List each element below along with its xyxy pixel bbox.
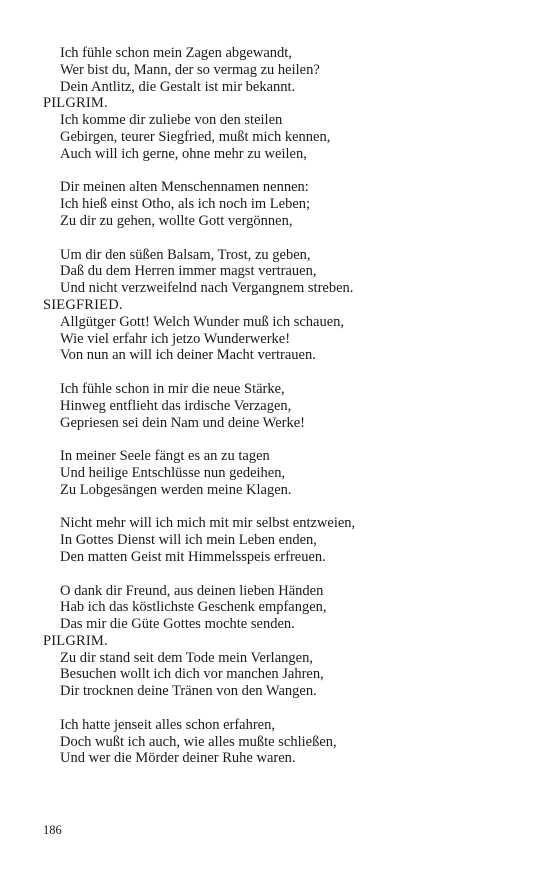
stanza-break: [0, 700, 550, 717]
verse-line: Und heilige Entschlüsse nun gedeihen,: [60, 464, 286, 481]
verse-line: Ich komme dir zuliebe von den steilen: [60, 112, 283, 129]
verse-line: Wie viel erfahr ich jetzo Wunderwerke!: [60, 330, 291, 347]
verse-line: Um dir den süßen Balsam, Trost, zu geben,: [60, 246, 311, 263]
verse-line: Doch wußt ich auch, wie alles mußte schließen,: [60, 733, 337, 750]
stanza-break: [0, 566, 550, 583]
verse-line: Ich hatte jenseit alles schon erfahren,: [60, 716, 275, 733]
stanza-break: [0, 163, 550, 180]
poem-text: [0, 45, 550, 767]
verse-line: Und nicht verzweifelnd nach Vergangnem streben.: [60, 280, 354, 297]
speaker-name: SIEGFRIED.: [43, 296, 123, 313]
page-number: 186: [43, 823, 62, 837]
verse-line: Hinweg entflieht das irdische Verzagen,: [60, 397, 292, 414]
verse-line: Gebirgen, teurer Siegfried, mußt mich kennen,: [60, 128, 331, 145]
verse-line: Dir meinen alten Menschennamen nennen:: [60, 179, 309, 196]
verse-line: Und wer die Mörder deiner Ruhe waren.: [60, 750, 296, 767]
stanza-break: [0, 230, 550, 247]
stanza-break: [0, 364, 550, 381]
verse-line: Ich hieß einst Otho, als ich noch im Leben;: [60, 196, 311, 213]
verse-line: Das mir die Güte Gottes mochte senden.: [60, 616, 295, 633]
verse-line: Gepriesen sei dein Nam und deine Werke!: [60, 414, 305, 431]
verse-line: Dein Antlitz, die Gestalt ist mir bekannt.: [60, 78, 296, 95]
verse-line: Besuchen wollt ich dich vor manchen Jahren,: [60, 666, 324, 683]
verse-line: Allgütger Gott! Welch Wunder muß ich schauen,: [60, 313, 345, 330]
verse-line: Den matten Geist mit Himmelsspeis erfreuen.: [60, 548, 326, 565]
verse-line: Nicht mehr will ich mich mit mir selbst entzweien,: [60, 515, 356, 532]
verse-line: Auch will ich gerne, ohne mehr zu weilen,: [60, 145, 307, 162]
speaker-name: PILGRIM.: [43, 95, 108, 112]
verse-line: Hab ich das köstlichste Geschenk empfangen,: [60, 599, 327, 616]
verse-line: O dank dir Freund, aus deinen lieben Händen: [60, 582, 324, 599]
verse-line: Daß du dem Herren immer magst vertrauen,: [60, 263, 317, 280]
verse-line: Zu Lobgesängen werden meine Klagen.: [60, 481, 292, 498]
verse-line: Ich fühle schon in mir die neue Stärke,: [60, 380, 285, 397]
verse-line: In meiner Seele fängt es an zu tagen: [60, 448, 270, 465]
stanza-break: [0, 431, 550, 448]
stanza-break: [0, 499, 550, 516]
verse-line: Zu dir stand seit dem Tode mein Verlangen,: [60, 649, 313, 666]
verse-line: Wer bist du, Mann, der so vermag zu heilen?: [60, 61, 320, 78]
verse-line: Dir trocknen deine Tränen von den Wangen.: [60, 683, 317, 700]
verse-line: In Gottes Dienst will ich mein Leben enden,: [60, 532, 317, 549]
verse-line: Zu dir zu gehen, wollte Gott vergönnen,: [60, 212, 293, 229]
verse-line: Von nun an will ich deiner Macht vertrauen.: [60, 347, 316, 364]
verse-line: Ich fühle schon mein Zagen abgewandt,: [60, 45, 292, 61]
speaker-name: PILGRIM.: [43, 632, 108, 649]
